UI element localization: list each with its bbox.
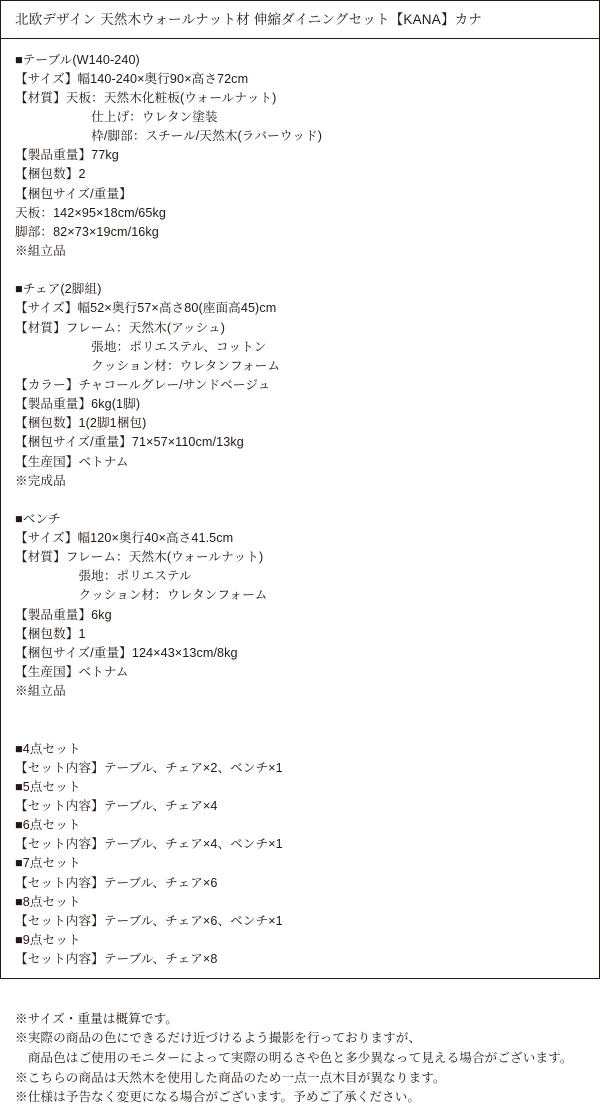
spec-line-list xyxy=(15,51,585,970)
spec-line: ■ベンチ xyxy=(15,511,61,526)
spec-line: ■5点セット xyxy=(15,779,81,794)
spec-line: 【カラー】チャコールグレー/サンドベージュ xyxy=(15,377,271,392)
note-line-blank xyxy=(15,990,585,1009)
spec-line: ■チェア(2脚組) xyxy=(15,282,102,297)
page-title: 北欧デザイン 天然木ウォールナット材 伸縮ダイニングセット【KANA】カナ xyxy=(1,1,599,39)
spec-line: 【梱包サイズ/重量】71×57×110cm/13kg xyxy=(15,435,244,450)
notes-list xyxy=(15,971,585,1107)
spec-line: 【材質】フレーム：天然木(ウォールナット) xyxy=(15,550,264,565)
note-line: ※こちらの商品は天然木を使用した商品のため一点一点木目が異なります。 xyxy=(15,1070,446,1085)
spec-line: ■6点セット xyxy=(15,818,81,833)
spec-line: クッション材：ウレタンフォーム xyxy=(15,588,268,603)
spec-line: 脚部：82×73×19cm/16kg xyxy=(15,224,159,239)
spec-line: 【生産国】ベトナム xyxy=(15,454,129,469)
spec-line: ■8点セット xyxy=(15,894,81,909)
spec-line: 【セット内容】テーブル、チェア×4 xyxy=(15,799,218,814)
spec-line: 【梱包数】2 xyxy=(15,167,86,182)
spec-line: 【梱包数】1 xyxy=(15,626,86,641)
spec-line-blank xyxy=(15,720,585,739)
spec-line: ※組立品 xyxy=(15,243,66,258)
spec-line-blank xyxy=(15,701,585,720)
spec-line: 【梱包サイズ/重量】 xyxy=(15,186,132,201)
spec-line: 【サイズ】幅140-240×奥行90×高さ72cm xyxy=(15,71,249,86)
spec-line: 【セット内容】テーブル、チェア×6 xyxy=(15,875,218,890)
spec-line: 【サイズ】幅120×奥行40×高さ41.5cm xyxy=(15,531,234,546)
note-line: ※仕様は予告なく変更になる場合がございます。予めご了承ください。 xyxy=(15,1090,421,1105)
spec-line: 【材質】フレーム：天然木(アッシュ) xyxy=(15,320,226,335)
note-line: ※サイズ・重量は概算です。 xyxy=(15,1011,179,1026)
spec-line: 張地：ポリエステル xyxy=(15,569,192,584)
spec-line: クッション材：ウレタンフォーム xyxy=(15,358,281,373)
spec-line: 仕上げ：ウレタン塗装 xyxy=(15,109,218,124)
spec-line: ※組立品 xyxy=(15,684,66,699)
spec-line: 【製品重量】77kg xyxy=(15,148,119,163)
note-line: 商品色はご使用のモニターによって実際の明るさや色と多少異なって見える場合がございます。 xyxy=(15,1050,573,1065)
spec-line: ■4点セット xyxy=(15,741,81,756)
note-line: ※実際の商品の色にできるだけ近づけるよう撮影を行っておりますが、 xyxy=(15,1031,422,1046)
spec-line: 【セット内容】テーブル、チェア×8 xyxy=(15,952,218,967)
spec-line: 天板：142×95×18cm/65kg xyxy=(15,205,167,220)
spec-line: ■7点セット xyxy=(15,856,81,871)
spec-line: 【製品重量】6kg xyxy=(15,607,112,622)
spec-line: 【生産国】ベトナム xyxy=(15,665,129,680)
spec-line: ■テーブル(W140-240) xyxy=(15,52,140,67)
spec-line: 【セット内容】テーブル、チェア×4、ベンチ×1 xyxy=(15,837,283,852)
note-line-blank xyxy=(15,971,585,990)
spec-line: 枠/脚部：スチール/天然木(ラバーウッド) xyxy=(15,129,322,144)
spec-line: 【梱包数】1(2脚1梱包) xyxy=(15,416,147,431)
spec-body xyxy=(1,39,599,1118)
spec-line: 張地：ポリエステル、コットン xyxy=(15,339,267,354)
spec-line: ※完成品 xyxy=(15,473,66,488)
spec-line: ■9点セット xyxy=(15,933,81,948)
spec-line-blank xyxy=(15,491,585,510)
spec-line: 【セット内容】テーブル、チェア×2、ベンチ×1 xyxy=(15,760,283,775)
spec-line: 【梱包サイズ/重量】124×43×13cm/8kg xyxy=(15,645,238,660)
spec-line: 【製品重量】6kg(1脚) xyxy=(15,397,141,412)
spec-line: 【セット内容】テーブル、チェア×6、ベンチ×1 xyxy=(15,913,283,928)
spec-line: 【材質】天板：天然木化粧板(ウォールナット) xyxy=(15,90,277,105)
spec-line: 【サイズ】幅52×奥行57×高さ80(座面高45)cm xyxy=(15,301,277,316)
spec-line-blank xyxy=(15,261,585,280)
